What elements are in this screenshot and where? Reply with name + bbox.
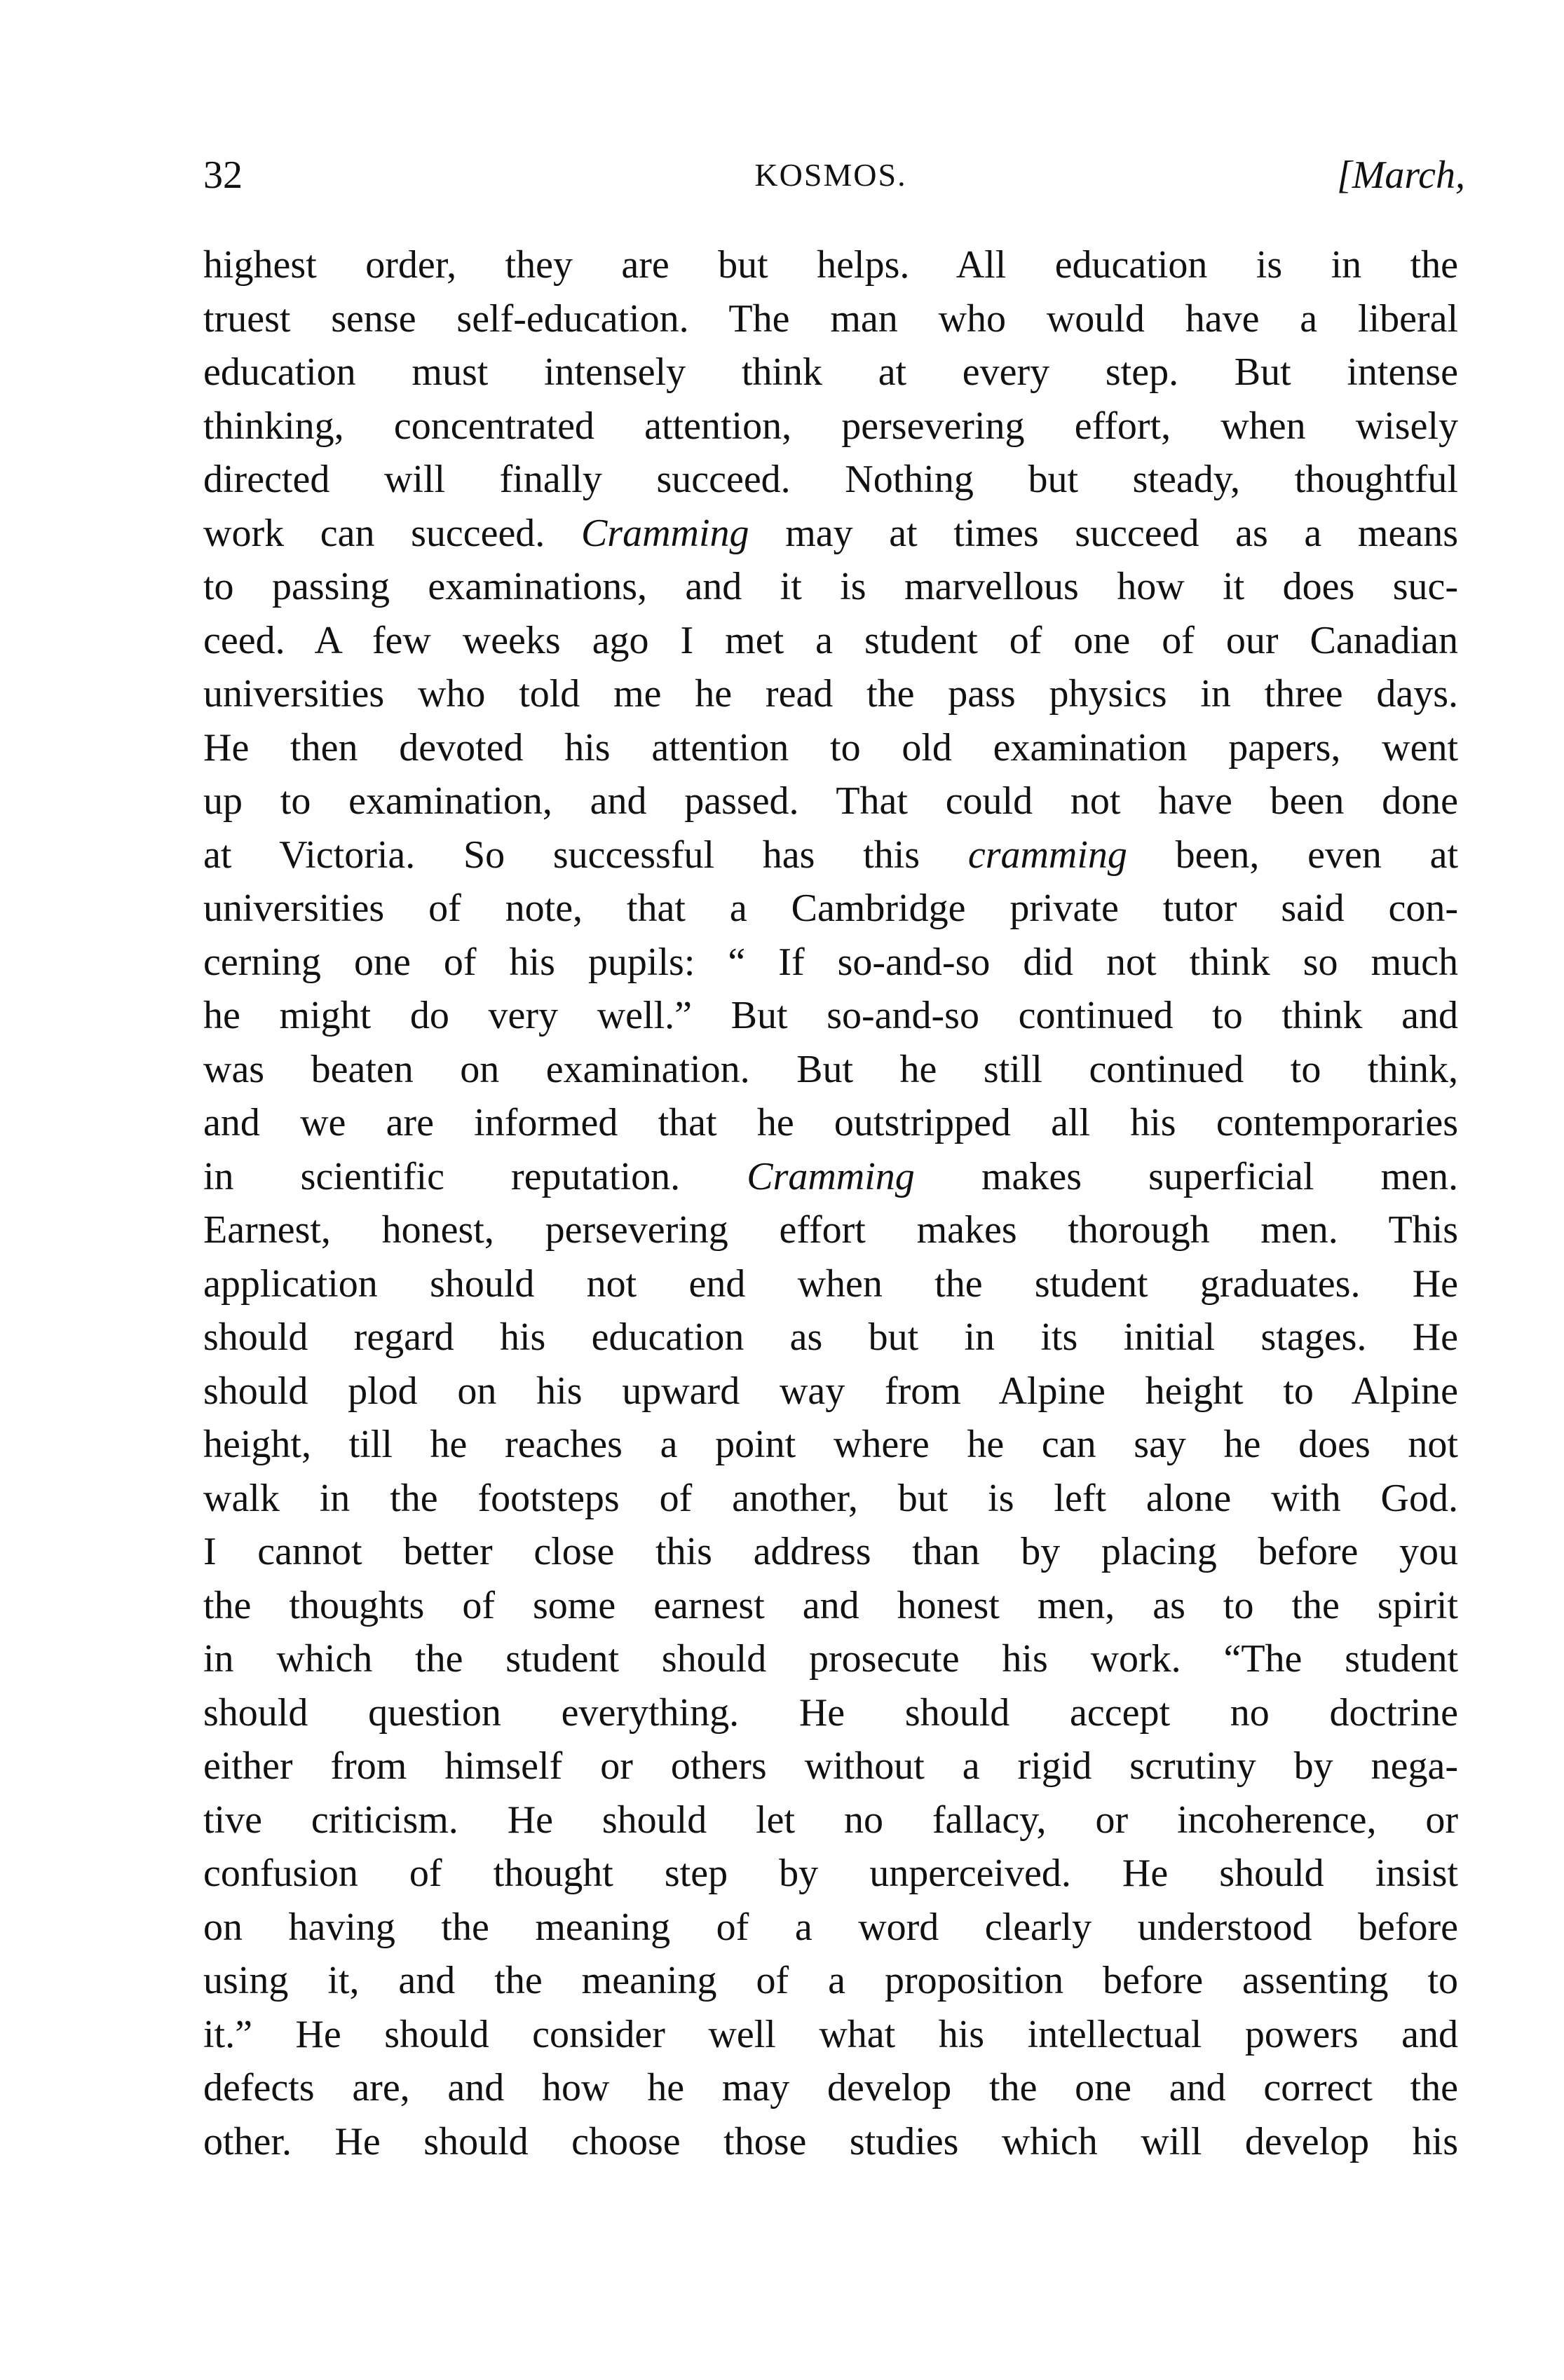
text-segment: walk in the footsteps of another, but is left alone with God. xyxy=(203,1476,1458,1520)
text-line xyxy=(203,1686,1458,1740)
text-segment: makes superficial men. xyxy=(914,1154,1458,1198)
journal-title: KOSMOS. xyxy=(754,157,907,193)
running-header xyxy=(203,140,1465,210)
text-line xyxy=(203,2008,1458,2062)
text-line xyxy=(203,936,1458,990)
text-segment: he might do very well.” But so-and-so continued to think and xyxy=(203,994,1458,1037)
issue-date xyxy=(1337,140,1465,210)
document-page xyxy=(203,140,1465,2168)
text-segment: universities of note, that a Cambridge private tutor said con- xyxy=(203,887,1458,930)
text-line xyxy=(203,2061,1458,2115)
text-segment: defects are, and how he may develop the one and correct the xyxy=(203,2066,1458,2109)
text-segment: it.” He should consider well what his intellectual powers and xyxy=(203,2012,1458,2056)
text-segment: I cannot better close this address than by placing before you xyxy=(203,1530,1458,1573)
text-line xyxy=(203,1418,1458,1472)
text-segment: He then devoted his attention to old examination papers, went xyxy=(203,725,1458,770)
text-segment: up to examination, and passed. That could not have been done xyxy=(203,779,1458,823)
text-segment: education must intensely think at every step. But intense xyxy=(203,350,1458,394)
text-segment: at Victoria. So successful has this xyxy=(203,833,968,877)
text-line xyxy=(203,507,1458,561)
text-segment: truest sense self-education. The man who would have a liberal xyxy=(203,296,1458,341)
text-segment: may at times succeed as a means xyxy=(749,511,1458,555)
text-segment: thinking, concentrated attention, persevering effort, when wisely xyxy=(203,404,1458,448)
text-line xyxy=(203,399,1458,453)
text-line xyxy=(203,292,1458,346)
text-segment: should question everything. He should accept no doctrine xyxy=(203,1690,1458,1735)
text-segment: should plod on his upward way from Alpine height to Alpine xyxy=(203,1369,1458,1413)
text-segment: other. He should choose those studies which will develop his xyxy=(203,2119,1458,2163)
text-line xyxy=(203,453,1458,507)
text-segment: application should not end when the student graduates. He xyxy=(203,1261,1458,1306)
text-line xyxy=(203,828,1458,882)
text-line xyxy=(203,1954,1458,2008)
text-line xyxy=(203,614,1458,668)
text-line xyxy=(203,989,1458,1043)
page-number: 32 xyxy=(203,153,243,197)
text-segment: was beaten on examination. But he still continued to think, xyxy=(203,1047,1458,1091)
text-segment: height, till he reaches a point where he can say he does not xyxy=(203,1423,1458,1466)
text-line xyxy=(203,882,1458,936)
text-segment: the thoughts of some earnest and honest men, as to the spirit xyxy=(203,1583,1458,1627)
text-segment: confusion of thought step by unperceived. He should insist xyxy=(203,1852,1458,1895)
text-line xyxy=(203,1365,1458,1418)
text-segment: to passing examinations, and it is marvellous how it does suc- xyxy=(203,565,1458,608)
text-segment: should regard his education as but in its initial stages. He xyxy=(203,1315,1458,1359)
text-line xyxy=(203,1793,1458,1847)
text-segment: and we are informed that he outstripped all his contemporaries xyxy=(203,1101,1458,1144)
text-segment: highest order, they are but helps. All education is in the xyxy=(203,243,1458,287)
text-line xyxy=(203,1150,1458,1204)
text-line xyxy=(203,1525,1458,1579)
text-segment: directed will finally succeed. Nothing but steady, thoughtful xyxy=(203,458,1458,501)
text-segment: work can succeed. xyxy=(203,511,581,555)
text-segment: on having the meaning of a word clearly understood before xyxy=(203,1905,1458,1949)
text-line xyxy=(203,1257,1458,1311)
text-line xyxy=(203,774,1458,828)
text-line xyxy=(203,1632,1458,1686)
text-segment: ceed. A few weeks ago I met a student of one of our Canadian xyxy=(203,618,1458,662)
text-line xyxy=(203,1472,1458,1526)
text-line xyxy=(203,560,1458,614)
italic-term: Cramming xyxy=(747,1154,915,1198)
text-line xyxy=(203,1203,1458,1257)
text-line xyxy=(203,1579,1458,1633)
text-line xyxy=(203,1739,1458,1793)
italic-term: Cramming xyxy=(580,511,749,555)
italic-term: cramming xyxy=(967,833,1127,877)
text-line xyxy=(203,721,1458,775)
text-line xyxy=(203,1043,1458,1097)
text-line xyxy=(203,346,1458,399)
text-line xyxy=(203,1096,1458,1150)
issue-date-text: [March, xyxy=(1336,153,1465,197)
text-segment: been, even at xyxy=(1127,833,1458,877)
text-segment: in scientific reputation. xyxy=(203,1154,747,1198)
text-segment: using it, and the meaning of a proposition before assenting to xyxy=(203,1959,1458,2002)
text-segment: either from himself or others without a rigid scrutiny by nega- xyxy=(203,1744,1458,1788)
text-segment: Earnest, honest, persevering effort makes thorough men. This xyxy=(203,1208,1458,1252)
text-line xyxy=(203,1311,1458,1365)
body-text xyxy=(203,238,1458,2168)
text-segment: in which the student should prosecute his work. “The student xyxy=(203,1637,1458,1681)
text-segment: tive criticism. He should let no fallacy, or incoherence, or xyxy=(203,1798,1458,1842)
text-line xyxy=(203,2115,1458,2169)
text-line xyxy=(203,667,1458,721)
text-segment: cerning one of his pupils: “ If so-and-so did not think so much xyxy=(203,940,1458,984)
text-line xyxy=(203,238,1458,292)
text-line xyxy=(203,1847,1458,1901)
text-segment: universities who told me he read the pass physics in three days. xyxy=(203,672,1458,716)
text-line xyxy=(203,1901,1458,1955)
